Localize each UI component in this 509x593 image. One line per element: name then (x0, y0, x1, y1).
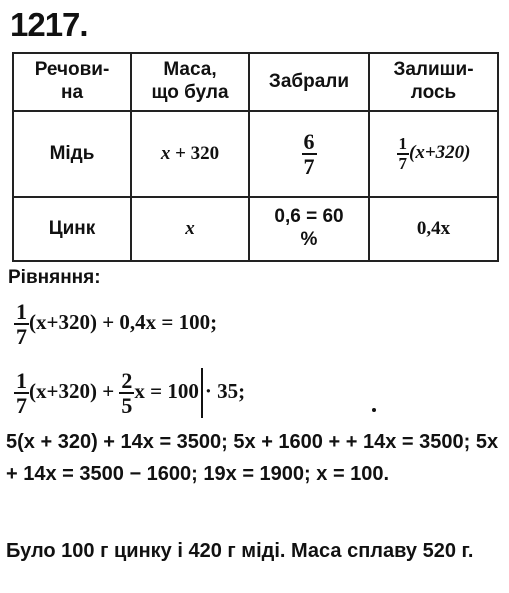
cell-remaining (369, 197, 498, 261)
equation-2 (14, 368, 245, 418)
table-header-row (13, 53, 498, 111)
fraction-numerator: 2 (121, 367, 133, 393)
fraction-denominator: 7 (16, 324, 27, 350)
equation-heading: Рівняння: (8, 267, 101, 288)
table-row (13, 111, 498, 197)
fraction-numerator: 6 (303, 128, 315, 154)
remaining-text: 0,4x (416, 217, 451, 239)
header-mass-before-text: Маса, що була (151, 59, 229, 103)
fraction-denominator: 7 (16, 393, 27, 418)
table-row (13, 197, 498, 261)
fraction-numerator: 1 (16, 367, 27, 393)
mass-table (12, 52, 499, 262)
cell-substance (13, 111, 131, 197)
answer-paragraph: Було 100 г цинку і 420 г міді. Маса сплаву 520 г. (6, 540, 474, 562)
mass-before-rest: + 320 (170, 142, 220, 164)
var-x: x (185, 217, 195, 239)
equation-1 (14, 300, 217, 348)
var-x: x (160, 142, 171, 164)
cell-taken (249, 197, 369, 261)
eq2-tail: x = 100 (134, 378, 199, 403)
cell-mass-before (131, 197, 249, 261)
problem-number: 1217. (10, 6, 88, 43)
header-mass-before (131, 53, 249, 111)
header-taken (249, 53, 369, 111)
eq1-rest: (x+320) + 0,4x = 100; (29, 309, 218, 334)
header-substance-text: Речови- на (34, 59, 110, 103)
header-remaining-text: Залиши- лось (393, 59, 474, 103)
substance-copper: Мідь (49, 142, 95, 164)
fraction-denominator: 5 (121, 393, 133, 418)
fraction-denominator: 7 (398, 154, 407, 173)
header-remaining (369, 53, 498, 111)
remaining-rest: (x+320) (409, 142, 471, 164)
eq2-fraction-1 (14, 369, 29, 417)
eq2-mult: · 35; (204, 378, 246, 403)
solution-paragraph: 5(x + 320) + 14x = 3500; 5x + 1600 + + 14x = 3500; 5x + 14x = 3500 − 1600; 19x = 1900; x = 100. (6, 431, 499, 485)
cell-remaining (369, 111, 498, 197)
fraction-numerator: 1 (16, 299, 27, 324)
cell-substance (13, 197, 131, 261)
fraction-numerator: 1 (398, 134, 407, 154)
remaining-fraction (397, 135, 410, 173)
header-taken-text: Забрали (268, 70, 350, 92)
eq1-fraction (14, 300, 29, 348)
stray-dot (372, 408, 376, 412)
multiply-bar (201, 368, 203, 418)
taken-text: 0,6 = 60 % (274, 206, 344, 250)
header-substance (13, 53, 131, 111)
cell-taken (249, 111, 369, 197)
fraction-denominator: 7 (303, 154, 315, 179)
cell-mass-before (131, 111, 249, 197)
taken-fraction (302, 130, 317, 178)
eq2-fraction-2 (119, 369, 134, 417)
substance-zinc: Цинк (48, 217, 96, 239)
eq2-mid: (x+320) + (29, 378, 120, 403)
